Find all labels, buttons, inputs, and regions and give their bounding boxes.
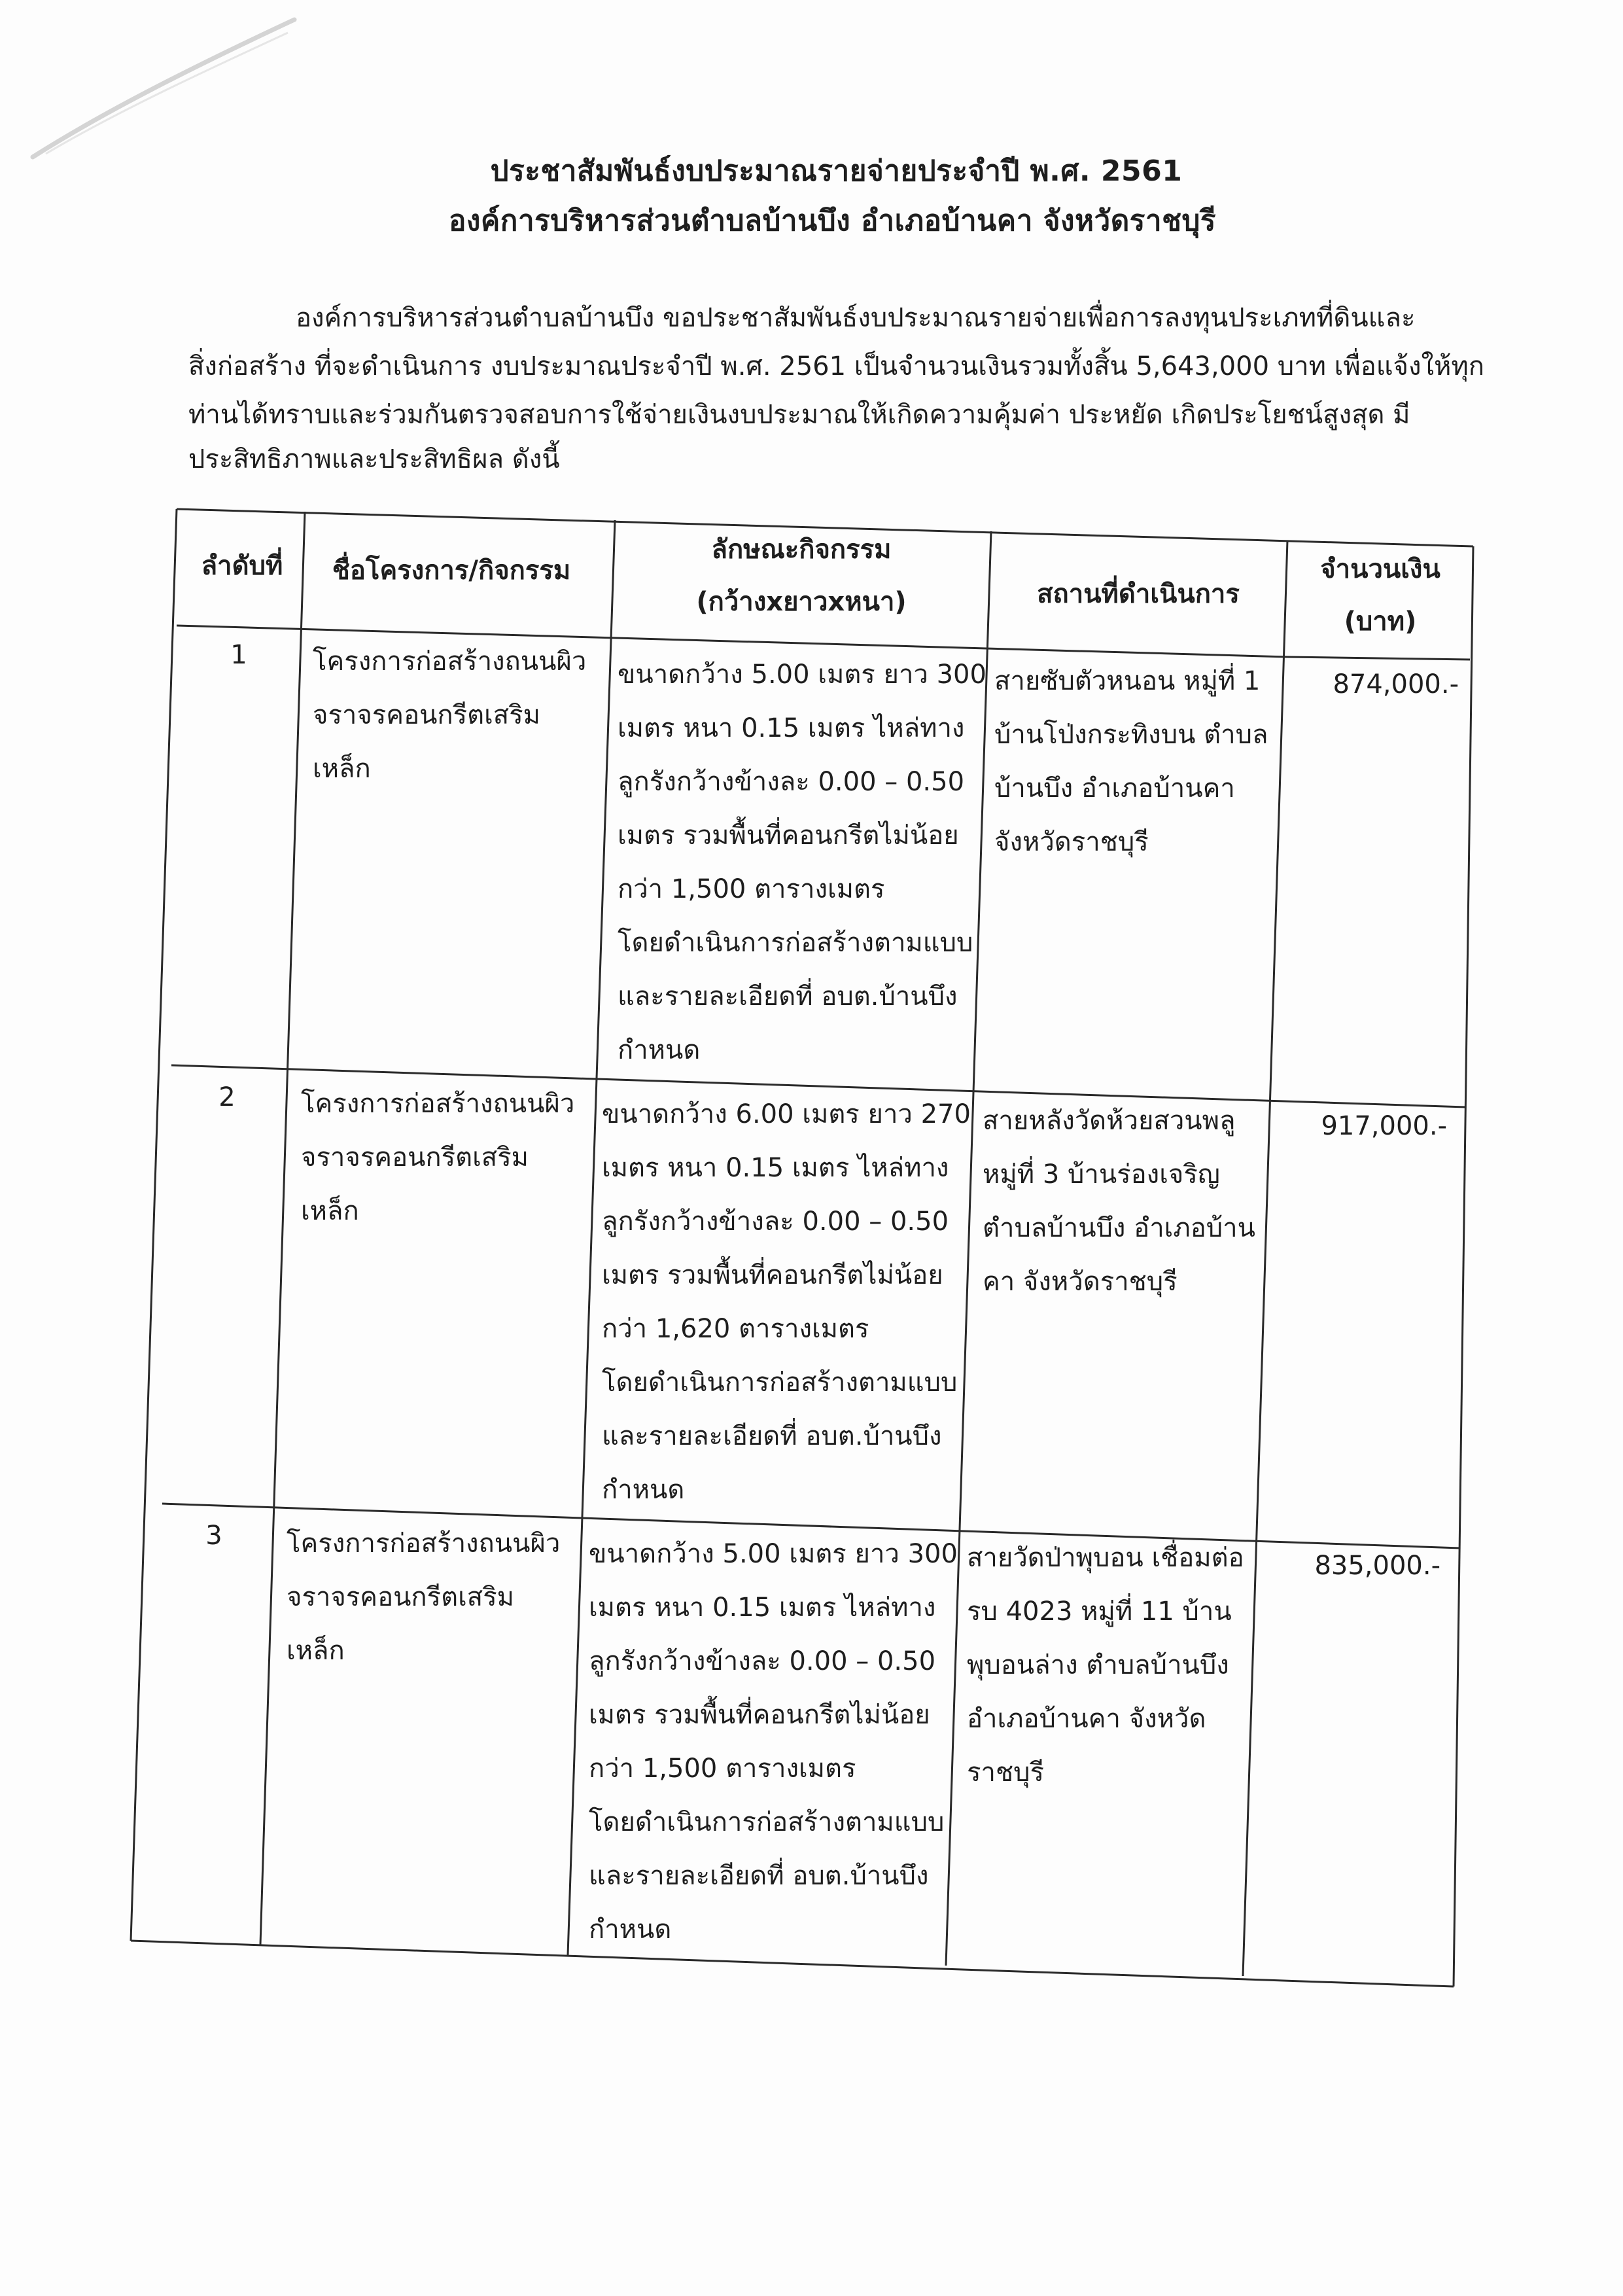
row3-activity-line: และรายละเอียดที่ อบต.บ้านบึง [589, 1861, 929, 1891]
row1-location-line: จังหวัดราชบุรี [994, 827, 1149, 857]
row2-activity [602, 1087, 971, 1517]
row1-location-line: บ้านโป่งกระทิงบน ตำบล [994, 720, 1268, 750]
row2-activity-line: เมตร รวมพื้นที่คอนกรีตไม่น้อย [602, 1260, 943, 1290]
row3-location-line: รบ 4023 หมู่ที่ 11 บ้าน [967, 1597, 1232, 1627]
row1-activity-line: เมตร รวมพื้นที่คอนกรีตไม่น้อย [618, 821, 959, 851]
row3-name-line: โครงการก่อสร้างถนนผิว [287, 1528, 561, 1559]
row1-activity-line: เมตร หนา 0.15 เมตร ไหล่ทาง [618, 713, 965, 743]
row2-activity-line: โดยดำเนินการก่อสร้างตามแบบ [602, 1368, 958, 1398]
paragraph-line: ท่านได้ทราบและร่วมกันตรวจสอบการใช้จ่ายเงินงบประมาณให้เกิดความคุ้มค่า ประหยัด เกิดประโยชน์สูงสุด มี [188, 400, 1410, 430]
row1-activity-line: และรายละเอียดที่ อบต.บ้านบึง [618, 981, 958, 1012]
row3-location-line: พุบอนล่าง ตำบลบ้านบึง [967, 1650, 1229, 1680]
row1-activity-line: กว่า 1,500 ตารางเมตร [618, 874, 885, 904]
row1-location [994, 654, 1268, 869]
header-no: ลำดับที่ [201, 551, 283, 581]
document-title: ประชาสัมพันธ์งบประมาณรายจ่ายประจำปี พ.ศ. 2561 [490, 154, 1183, 188]
row3-activity-line: กำหนด [589, 1915, 672, 1945]
row2-no: 2 [218, 1082, 236, 1112]
row1-location-line: สายซับตัวหนอน หมู่ที่ 1 [994, 666, 1261, 696]
row1-activity-line: ลูกรังกว้างข้างละ 0.00 – 0.50 [618, 767, 965, 797]
row2-activity-line: ขนาดกว้าง 6.00 เมตร ยาว 270 [602, 1099, 971, 1129]
row2-location-line: สายหลังวัดห้วยสวนพลู [983, 1106, 1236, 1136]
row3-activity-line: ลูกรังกว้างข้างละ 0.00 – 0.50 [589, 1646, 936, 1676]
row3-activity [589, 1527, 958, 1956]
row3-location [967, 1531, 1244, 1799]
row2-activity-line: และรายละเอียดที่ อบต.บ้านบึง [602, 1421, 942, 1451]
row3-activity-line: โดยดำเนินการก่อสร้างตามแบบ [589, 1807, 945, 1837]
row2-location-line: ตำบลบ้านบึง อำเภอบ้าน [983, 1213, 1255, 1243]
row1-name-line: จราจรคอนกรีตเสริม [313, 700, 541, 730]
row1-amount: 874,000.- [1333, 669, 1459, 699]
paragraph-line: องค์การบริหารส่วนตำบลบ้านบึง ขอประชาสัมพันธ์งบประมาณรายจ่ายเพื่อการลงทุนประเภทที่ดินและ [296, 303, 1416, 333]
row2-name-line: เหล็ก [301, 1196, 359, 1226]
document-subtitle: องค์การบริหารส่วนตำบลบ้านบึง อำเภอบ้านคา จังหวัดราชบุรี [448, 204, 1217, 238]
row3-amount: 835,000.- [1314, 1551, 1440, 1581]
row2-activity-line: กว่า 1,620 ตารางเมตร [602, 1314, 869, 1344]
row3-name-line: เหล็ก [287, 1636, 345, 1666]
row3-location-line: อำเภอบ้านคา จังหวัด [967, 1704, 1206, 1734]
row3-location-line: ราชบุรี [967, 1757, 1044, 1788]
row2-location-line: หมู่ที่ 3 บ้านร่องเจริญ [983, 1159, 1220, 1190]
row3-project-name [287, 1517, 560, 1678]
row2-activity-line: กำหนด [602, 1475, 685, 1505]
row1-no: 1 [230, 640, 247, 670]
row3-name-line: จราจรคอนกรีตเสริม [287, 1582, 515, 1612]
row1-location-line: บ้านบึง อำเภอบ้านคา [994, 773, 1235, 804]
row1-name-line: โครงการก่อสร้างถนนผิว [313, 646, 587, 677]
header-activity-line2: (กว้างxยาวxหนา) [696, 587, 907, 617]
row3-activity-line: เมตร หนา 0.15 เมตร ไหล่ทาง [589, 1593, 936, 1623]
row2-amount: 917,000.- [1321, 1111, 1447, 1141]
header-amount [1295, 543, 1465, 648]
row2-location-line: คา จังหวัดราชบุรี [983, 1267, 1178, 1297]
row3-activity-line: กว่า 1,500 ตารางเมตร [589, 1754, 856, 1784]
row2-name-line: โครงการก่อสร้างถนนผิว [301, 1089, 575, 1119]
row2-project-name [301, 1077, 574, 1238]
row3-no: 3 [205, 1521, 222, 1551]
row1-activity-line: ขนาดกว้าง 5.00 เมตร ยาว 300 [618, 660, 986, 690]
row1-name-line: เหล็ก [313, 754, 371, 784]
header-activity [618, 523, 985, 628]
header-amount-line1: จำนวนเงิน [1320, 554, 1440, 584]
scan-smudge-mark [26, 13, 301, 164]
header-location: สถานที่ดำเนินการ [1037, 579, 1240, 609]
row2-location [983, 1094, 1255, 1309]
paragraph-line: ประสิทธิภาพและประสิทธิผล ดังนี้ [188, 444, 560, 474]
header-activity-line1: ลักษณะกิจกรรม [711, 535, 892, 565]
row2-activity-line: เมตร หนา 0.15 เมตร ไหล่ทาง [602, 1153, 949, 1183]
row3-location-line: สายวัดป่าพุบอน เชื่อมต่อ [967, 1543, 1244, 1573]
row1-activity [618, 648, 986, 1077]
row1-activity-line: กำหนด [618, 1035, 701, 1065]
row1-project-name [313, 635, 586, 796]
row1-activity-line: โดยดำเนินการก่อสร้างตามแบบ [618, 928, 973, 958]
row2-name-line: จราจรคอนกรีตเสริม [301, 1142, 529, 1173]
row3-activity-line: ขนาดกว้าง 5.00 เมตร ยาว 300 [589, 1539, 958, 1569]
header-project-name: ชื่อโครงการ/กิจกรรม [332, 556, 571, 586]
row2-activity-line: ลูกรังกว้างข้างละ 0.00 – 0.50 [602, 1207, 949, 1237]
paragraph-line: สิ่งก่อสร้าง ที่จะดำเนินการ งบประมาณประจำปี พ.ศ. 2561 เป็นจำนวนเงินรวมทั้งสิ้น 5,643,000 บาท เพื่อแจ้งให้ทุก [188, 351, 1484, 381]
row3-activity-line: เมตร รวมพื้นที่คอนกรีตไม่น้อย [589, 1700, 930, 1730]
header-amount-line2: (บาท) [1344, 607, 1417, 637]
